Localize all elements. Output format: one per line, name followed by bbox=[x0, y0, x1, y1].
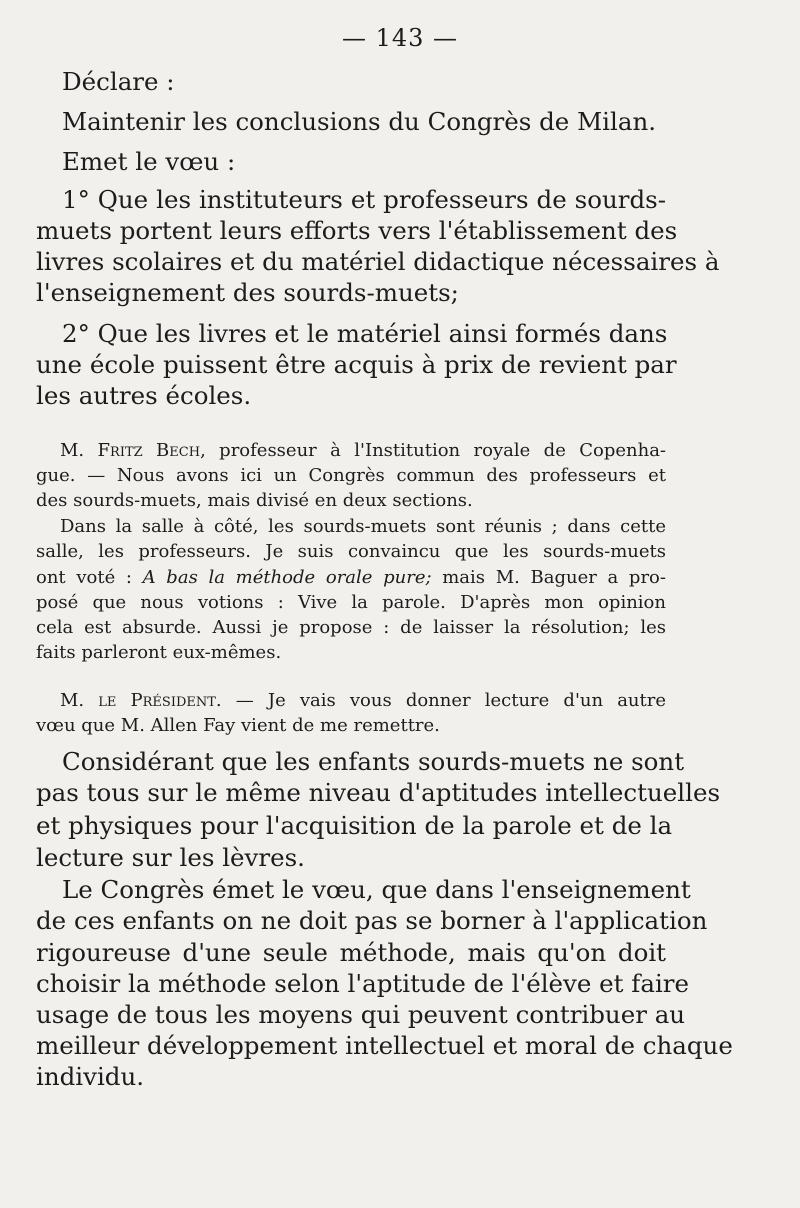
bech-line: faits parleront eux-mêmes. bbox=[36, 642, 282, 663]
item1-line: livres scolaires et du matériel didactique nécessaires à bbox=[36, 247, 720, 276]
page-number: — 143 — bbox=[341, 24, 459, 52]
speaker-name: le Président bbox=[98, 690, 216, 711]
president-line bbox=[60, 688, 666, 714]
speaker-prefix: M. bbox=[60, 690, 99, 711]
maintain-line: Maintenir les conclusions du Congrès de Milan. bbox=[62, 107, 657, 136]
bech-line-text: , professeur à l'Institution royale de Copenha- bbox=[200, 440, 667, 461]
speaker-prefix: M. bbox=[60, 440, 98, 461]
vow-para2-line: usage de tous les moyens qui peuvent contribuer au bbox=[36, 1000, 686, 1029]
vow-para1-line: et physiques pour l'acquisition de la parole et de la bbox=[36, 811, 673, 840]
vow-para2-line: individu. bbox=[36, 1062, 145, 1091]
declare-line: Déclare : bbox=[62, 67, 175, 96]
vow-para1-line: pas tous sur le même niveau d'aptitudes intellectuelles bbox=[36, 778, 721, 807]
item2-line: une école puissent être acquis à prix de revient par bbox=[36, 350, 677, 379]
vow-para2-line: Le Congrès émet le vœu, que dans l'enseignement bbox=[62, 875, 691, 904]
bech-line: posé que nous votions : Vive la parole. D'après mon opinion bbox=[36, 592, 666, 613]
bech-line: gue. — Nous avons ici un Congrès commun des professeurs et bbox=[36, 465, 666, 486]
vow-para2-line: rigoureuse d'une seule méthode, mais qu'on doit bbox=[36, 938, 666, 967]
item2-line: 2° Que les livres et le matériel ainsi formés dans bbox=[62, 319, 668, 348]
item1-line: l'enseignement des sourds-muets; bbox=[36, 278, 459, 307]
vow-para1-line: Considérant que les enfants sourds-muets ne sont bbox=[62, 747, 685, 776]
vow-para2-line: meilleur développement intellectuel et moral de chaque bbox=[36, 1031, 733, 1060]
president-line-text: . — Je vais vous donner lecture d'un autre bbox=[215, 690, 667, 711]
item2-line: les autres écoles. bbox=[36, 381, 252, 410]
quoted-slogan: A bas la méthode orale pure; bbox=[142, 567, 432, 588]
bech-line bbox=[36, 565, 666, 591]
bech-line bbox=[60, 438, 666, 464]
vow-line: Emet le vœu : bbox=[62, 147, 236, 176]
vow-para2-line: de ces enfants on ne doit pas se borner à l'application bbox=[36, 906, 708, 935]
item1-line: 1° Que les instituteurs et professeurs de sourds- bbox=[62, 185, 666, 214]
bech-line-text: mais M. Baguer a pro- bbox=[431, 567, 666, 588]
vow-para2-line: choisir la méthode selon l'aptitude de l'élève et faire bbox=[36, 969, 690, 998]
bech-line: des sourds-muets, mais divisé en deux sections. bbox=[36, 490, 473, 511]
president-line: vœu que M. Allen Fay vient de me remettre. bbox=[36, 715, 440, 736]
bech-line-text: ont voté : bbox=[36, 567, 143, 588]
speaker-name: Fritz Bech bbox=[97, 440, 201, 461]
item1-line: muets portent leurs efforts vers l'établissement des bbox=[36, 216, 678, 245]
vow-para1-line: lecture sur les lèvres. bbox=[36, 843, 305, 872]
bech-line: salle, les professeurs. Je suis convaincu que les sourds-muets bbox=[36, 541, 666, 562]
bech-line: cela est absurde. Aussi je propose : de laisser la résolution; les bbox=[36, 617, 666, 638]
bech-line: Dans la salle à côté, les sourds-muets sont réunis ; dans cette bbox=[60, 516, 666, 537]
